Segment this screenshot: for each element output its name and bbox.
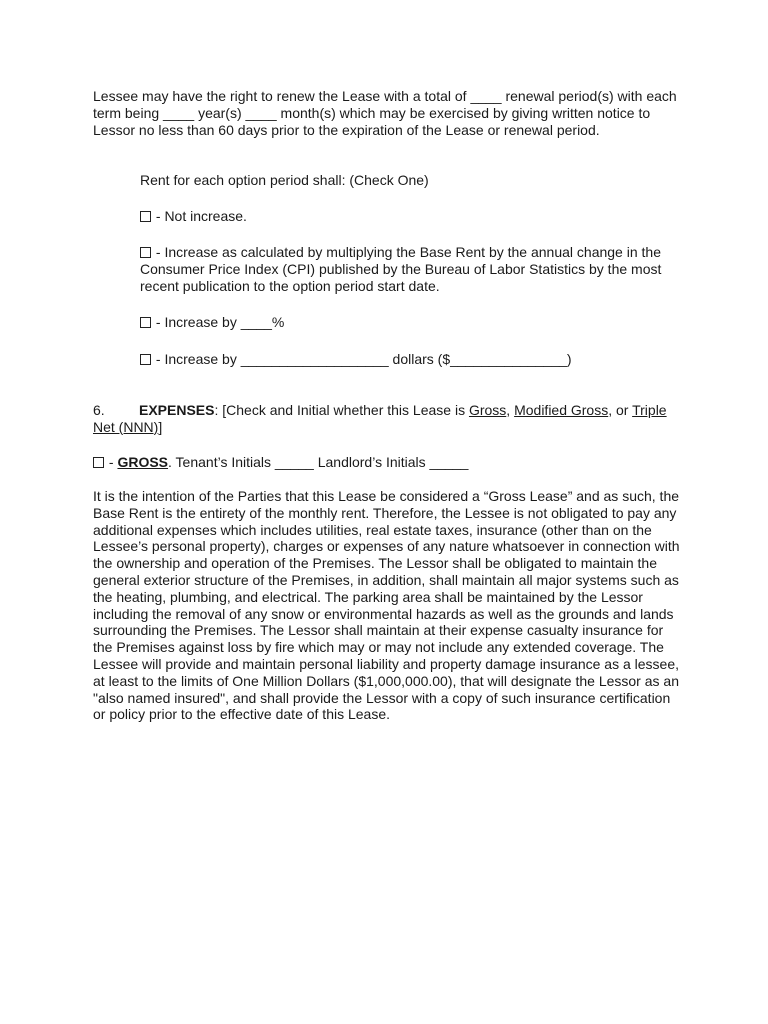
option-label: - Increase by ____% [155,314,285,330]
triple-net-term: Triple Net (NNN) [93,402,667,435]
option-percent-increase [140,314,685,331]
checkbox-dollar-increase[interactable] [140,354,151,365]
gross-label: GROSS [117,454,169,470]
checkbox-percent-increase[interactable] [140,317,151,328]
section-title: EXPENSES [139,402,215,418]
option-dollar-increase [140,351,685,368]
gross-option [93,454,683,471]
expenses-intro-suffix: ] [158,418,163,435]
rent-option-heading: Rent for each option period shall: (Check One) [140,172,429,188]
gross-term: Gross [468,402,507,418]
gross-lease-paragraph: It is the intention of the Parties that this Lease be considered a “Gross Lease” and as such, the Base Rent is the entirety of the monthly rent. Therefore, the Lessee is not obligated to pay any additional expenses which includes utilities, real estate taxes, insurance (other than on the Lessee’s personal property), charges or expenses of any nature whatsoever in connection with the ownership and operation of the Premises. The Lessor shall be obligated to maintain the general exterior structure of the Premises, in addition, shall maintain all major systems such as the heating, plumbing, and electrical. The parking area shall be maintained by the Lessor including the removal of any snow or environmental hazards as well as the grounds and lands surrounding the Premises. The Lessor shall maintain at their expense casualty insurance for the Premises against loss by fire which may or may not include any extended coverage. The Lessee will provide and maintain personal liability and property damage insurance as a lessee, at least to the limits of One Million Dollars ($1,000,000.00), that will designate the Lessor as an "also named insured", and shall provide the Lessor with a copy of such insurance certification or policy prior to the effective date of this Lease. [93,488,680,723]
option-not-increase [140,208,685,225]
option-label: - Increase by ___________________ dollars ($_______________) [155,351,572,367]
checkbox-not-increase[interactable] [140,211,151,222]
modified-gross-term: Modified Gross [514,402,609,418]
checkbox-gross[interactable] [93,457,104,468]
option-cpi-increase [140,244,685,294]
expenses-heading [93,402,683,436]
gross-dash: - [105,454,118,470]
section-number: 6. [93,402,105,418]
expenses-intro-prefix: : [Check and Initial whether this Lease is [214,402,469,418]
checkbox-cpi-increase[interactable] [140,247,151,258]
separator: , or [608,402,633,418]
separator: , [506,402,515,418]
renewal-paragraph: Lessee may have the right to renew the Lease with a total of ____ renewal period(s) with each term being ____ year(s) ____ month(s) which may be exercised by giving written notice to Lessor no less than 60 days prior to the expiration of the Lease or renewal period. [93,88,677,138]
option-label: - Increase as calculated by multiplying the Base Rent by the annual change in the Consumer Price Index (CPI) published by the Bureau of Labor Statistics by the most recent publication to the option period start date. [140,244,662,294]
option-label: - Not increase. [155,208,247,224]
gross-initials: . Tenant’s Initials _____ Landlord’s Initials _____ [168,454,469,470]
